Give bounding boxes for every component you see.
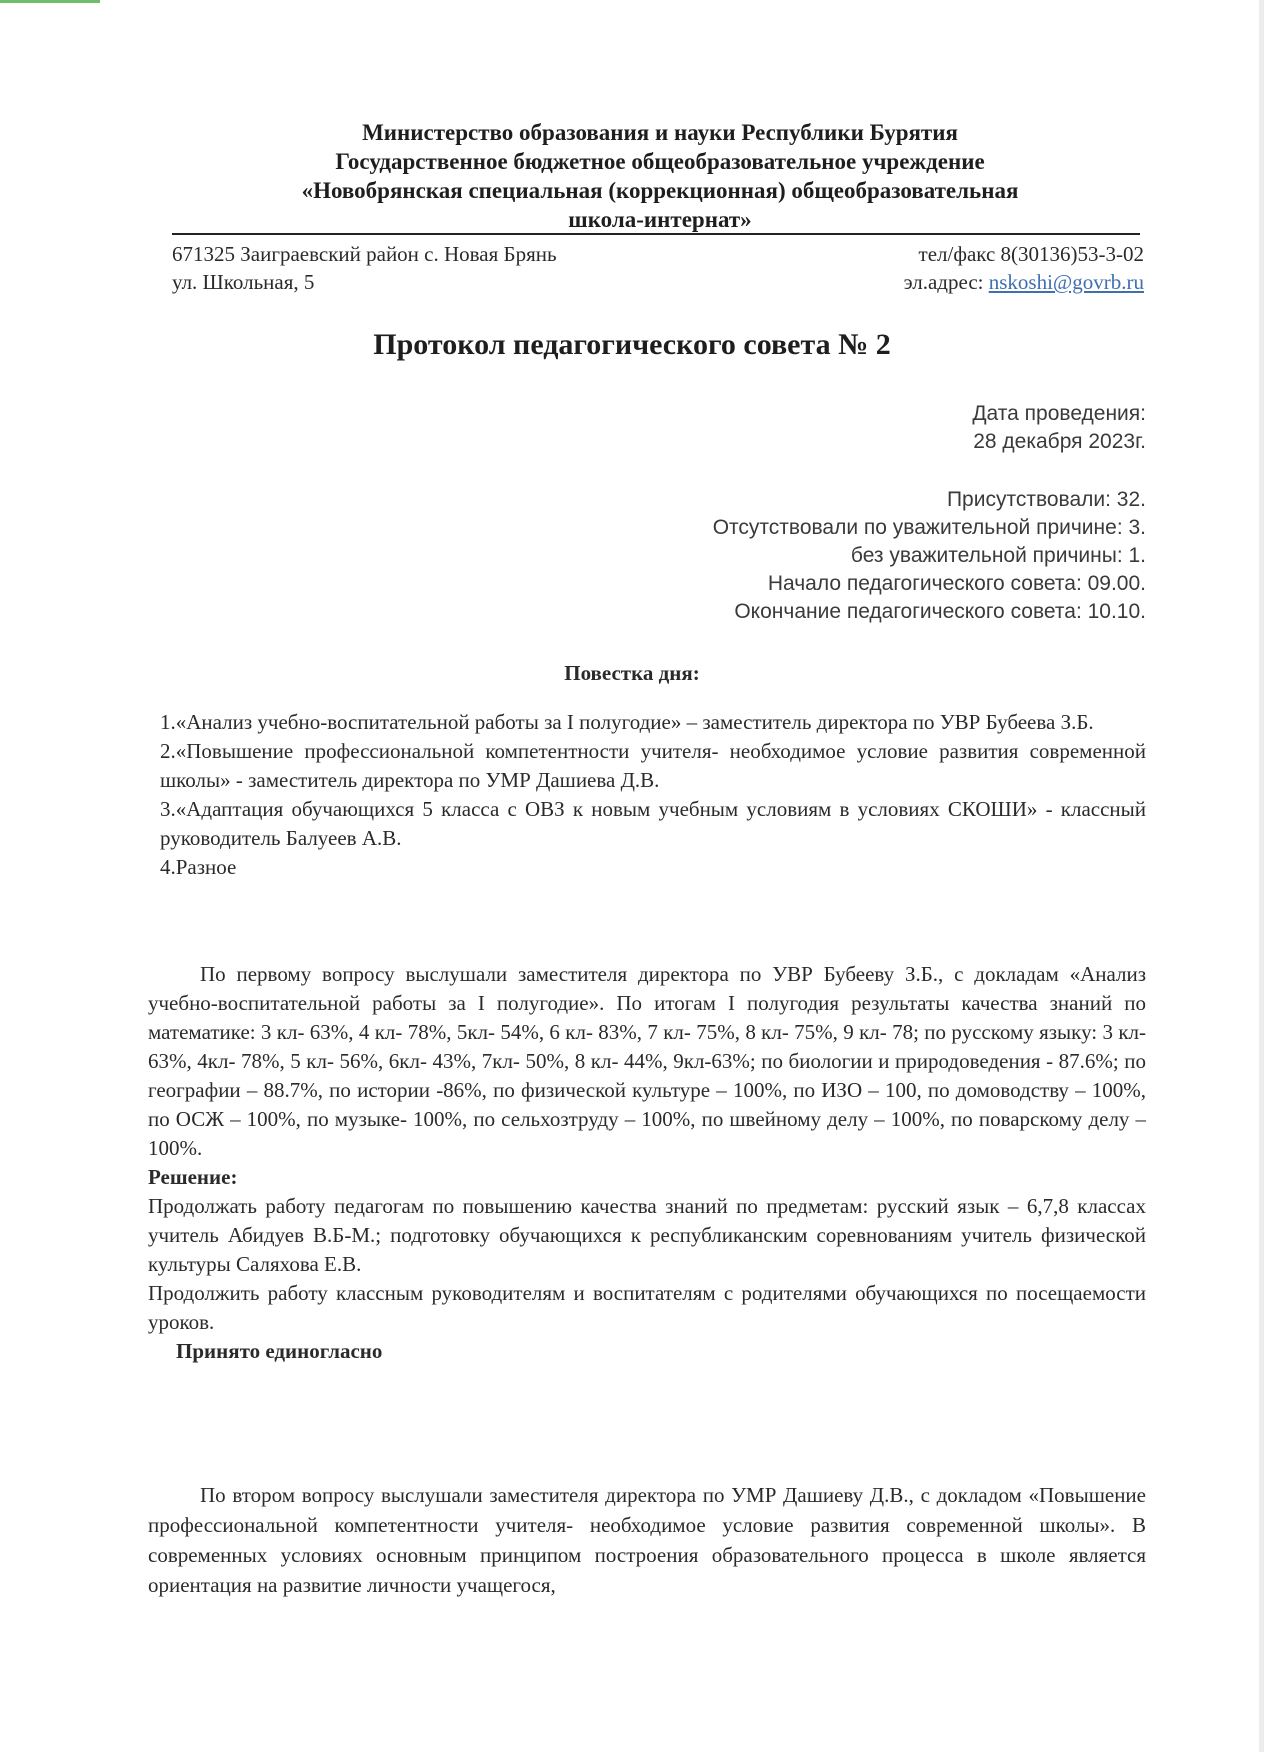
- date-value: 28 декабря 2023г.: [973, 430, 1146, 453]
- scan-edge-right: [1259, 0, 1264, 1752]
- address-line-1: 671325 Заиграевский район с. Новая Брянь: [172, 242, 557, 266]
- question-2-report: По втором вопросу выслушали заместителя директора по УМР Дашиеву Д.В., с докладом «Повышение профессиональной компетентности учителя- необходимое условие развития современной школы». В современных условиях основным принципом построения образовательного процесса в школе является ориентация на развитие личности учащегося,: [148, 1483, 1146, 1597]
- decision-paragraph: Продолжать работу педагогам по повышению качества знаний по предметам: русский язык – 6,7,8 классах учитель Абидуев В.Б-М.; подготовку обучающихся к республиканским соревнованиям учитель физической культуры Саляхова Е.В.: [148, 1194, 1146, 1276]
- letterhead-school-name: «Новобрянская специальная (коррекционная) общеобразовательная: [301, 178, 1019, 203]
- meeting-end: Окончание педагогического совета: 10.10.: [734, 600, 1146, 623]
- scan-edge-top: [0, 0, 100, 3]
- attendance-absent-invalid: без уважительной причины: 1.: [850, 544, 1146, 567]
- agenda-item: 3.«Адаптация обучающихся 5 класса с ОВЗ к новым учебным условиям в условиях СКОШИ» - классный руководитель Балуеев А.В.: [160, 797, 1146, 850]
- vote-result: Принято единогласно: [176, 1339, 383, 1363]
- agenda-item: 1.«Анализ учебно-воспитательной работы за I полугодие» – заместитель директора по УВР Бубеева З.Б.: [160, 710, 1094, 734]
- phone-fax: тел/факс 8(30136)53-3-02: [918, 242, 1144, 266]
- attendance: [713, 486, 1146, 626]
- address-line-2: ул. Школьная, 5: [172, 270, 315, 294]
- agenda-item: 2.«Повышение профессиональной компетентности учителя- необходимое условие развития современной школы» - заместитель директора по УМР Дашиева Д.В.: [160, 739, 1146, 792]
- decision-paragraph: Продолжить работу классным руководителям и воспитателям с родителями обучающихся по посещаемости уроков.: [148, 1281, 1146, 1334]
- attendance-absent-valid: Отсутствовали по уважительной причине: 3.: [712, 516, 1146, 539]
- agenda-heading: Повестка дня:: [564, 661, 700, 685]
- letterhead-divider: [172, 233, 1140, 235]
- question-1-report: По первому вопросу выслушали заместителя директора по УВР Бубееву З.Б., с докладам «Анализ учебно-воспитательной работы за I полугодие». По итогам I полугодия результаты качества знаний по математике: 3 кл- 63%, 4 кл- 78%, 5кл- 54%, 6 кл- 83%, 7 кл- 75%, 8 кл- 75%, 9 кл- 78; по русскому языку: 3 кл- 63%, 4кл- 78%, 5 кл- 56%, 6кл- 43%, 7кл- 50%, 8 кл- 44%, 9кл-63%; по биологии и природоведения - 87.6%; по географии – 88.7%, по истории -86%, по физической культуре – 100%, по ИЗО – 100, по домоводству – 100%, по ОСЖ – 100%, по музыке- 100%, по сельхозтруду – 100%, по швейному делу – 100%, по поварскому делу – 100%.: [148, 962, 1146, 1160]
- email-line: [904, 268, 1144, 296]
- date-label: Дата проведения:: [972, 402, 1146, 425]
- document-title: Протокол педагогического совета № 2: [373, 328, 891, 361]
- letterhead-institution: Государственное бюджетное общеобразовательное учреждение: [335, 149, 985, 174]
- email-link[interactable]: nskoshi@govrb.ru: [988, 270, 1144, 294]
- question-2-section: [148, 1480, 1146, 1600]
- agenda-item: 4.Разное: [160, 855, 237, 879]
- letterhead: [150, 118, 1170, 234]
- letterhead-school-type: школа-интернат»: [568, 207, 752, 232]
- decision-heading: Решение:: [148, 1165, 238, 1189]
- question-1-section: [148, 960, 1146, 1366]
- attendance-present: Присутствовали: 32.: [946, 488, 1146, 511]
- email-label: эл.адрес:: [903, 270, 989, 294]
- postal-address: [172, 240, 557, 296]
- meeting-date: [972, 400, 1146, 456]
- letterhead-ministry: Министерство образования и науки Республики Бурятия: [362, 120, 958, 145]
- agenda-list: [160, 708, 1146, 882]
- meeting-start: Начало педагогического совета: 09.00.: [767, 572, 1146, 595]
- contact-info: [904, 240, 1144, 296]
